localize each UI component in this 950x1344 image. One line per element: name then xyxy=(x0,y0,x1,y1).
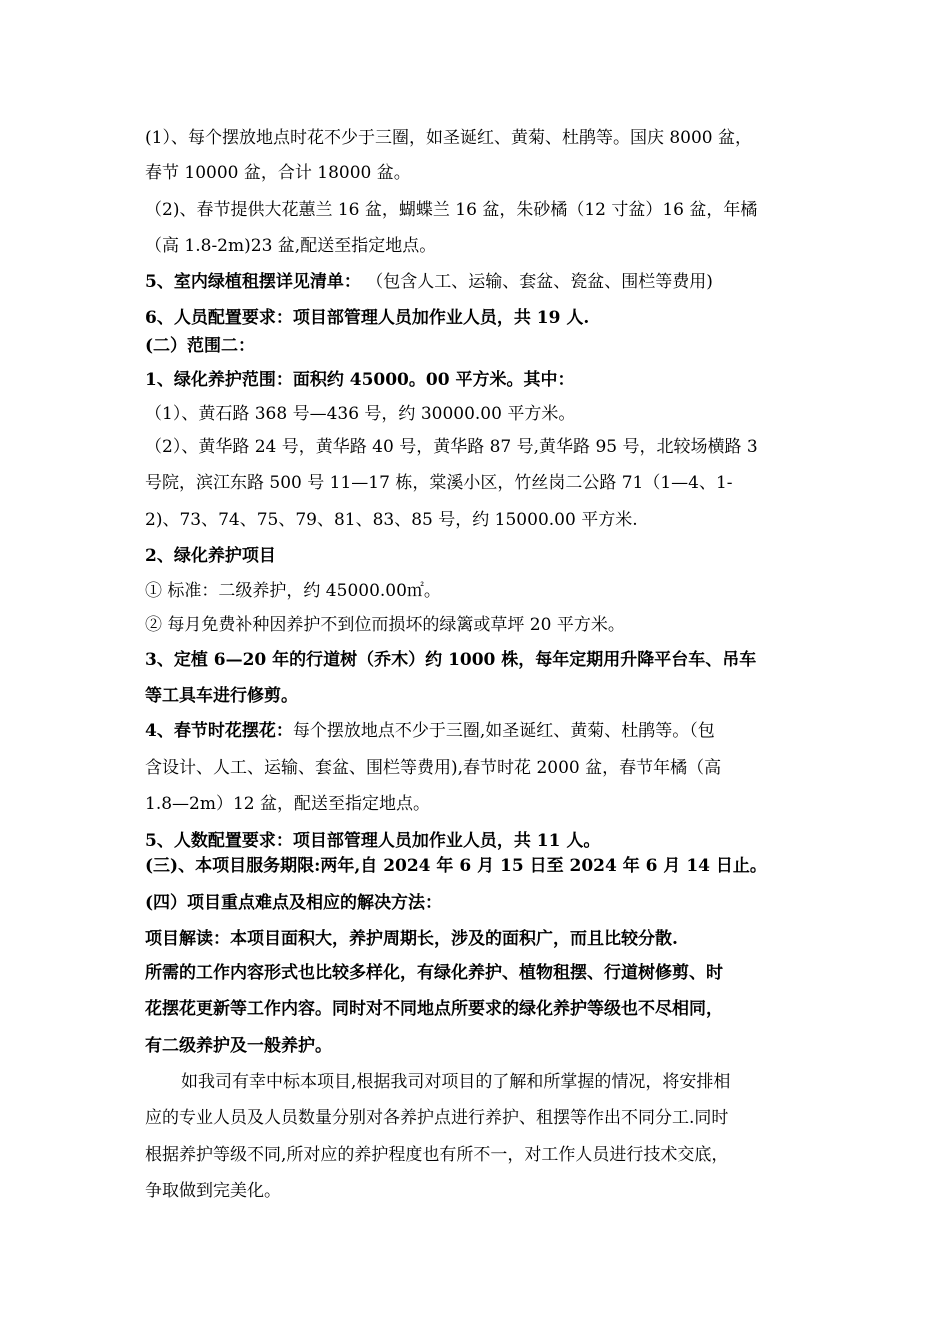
text-line: （2）、黄华路 24 号，黄华路 40 号，黄华路 87 号,黄华路 95 号，北较场横路 3 xyxy=(145,437,758,457)
text-line: （2)、春节提供大花蕙兰 16 盆，蝴蝶兰 16 盆，朱砂橘（12 寸盆）16 盆，年橘 xyxy=(145,200,758,220)
section-heading: 有二级养护及一般养护。 xyxy=(145,1036,332,1056)
text-line xyxy=(145,721,715,741)
text-line xyxy=(145,272,713,292)
text-run: 每个摆放地点不少于三圈,如圣诞红、黄菊、杜鹃等。（包 xyxy=(292,721,715,741)
text-line: 2)、73、74、75、79、81、83、85 号，约 15000.00 平方米. xyxy=(145,510,638,530)
text-line: （高 1.8-2m)23 盆,配送至指定地点。 xyxy=(145,236,437,256)
heading-label: 4、春节时花摆花： xyxy=(145,721,293,741)
section-heading: 5、人数配置要求：项目部管理人员加作业人员，共 11 人。 xyxy=(145,831,601,851)
section-heading: 6、人员配置要求：项目部管理人员加作业人员，共 19 人. xyxy=(145,308,590,328)
section-heading: (三)、本项目服务期限:两年,自 2024 年 6 月 15 日至 2024 年 6 月 14 日止。 xyxy=(145,856,767,876)
section-heading: 花摆花更新等工作内容。同时对不同地点所要求的绿化养护等级也不尽相同， xyxy=(145,999,723,1019)
section-heading: (四）项目重点难点及相应的解决方法： xyxy=(145,893,443,913)
section-heading: 1、绿化养护范围：面积约 45000。00 平方米。其中： xyxy=(145,370,575,390)
section-heading: 项目解读：本项目面积大，养护周期长，涉及的面积广，而且比较分散. xyxy=(145,929,678,949)
text-line: 号院，滨江东路 500 号 11—17 栋，棠溪小区，竹丝岗二公路 71（1—4、1- xyxy=(145,473,733,493)
section-heading: 3、定植 6—20 年的行道树（乔木）约 1000 株，每年定期用升降平台车、吊车 xyxy=(145,650,757,670)
text-line: 1.8—2m）12 盆，配送至指定地点。 xyxy=(145,794,431,814)
section-heading: 2、绿化养护项目 xyxy=(145,546,276,566)
section-heading: (二）范围二： xyxy=(145,336,256,356)
text-line: (1）、每个摆放地点时花不少于三圈，如圣诞红、黄菊、杜鹃等。国庆 8000 盆， xyxy=(145,128,753,148)
text-line: 应的专业人员及人员数量分别对各养护点进行养护、租摆等作出不同分工.同时 xyxy=(145,1108,729,1128)
text-line: （1）、黄石路 368 号—436 号，约 30000.00 平方米。 xyxy=(145,404,576,424)
section-heading: 等工具车进行修剪。 xyxy=(145,686,298,706)
section-heading: 所需的工作内容形式也比较多样化，有绿化养护、植物租摆、行道树修剪、时 xyxy=(145,963,723,983)
heading-label: 5、室内绿植租摆详见清单： xyxy=(145,272,361,292)
paragraph-first-line: 如我司有幸中标本项目,根据我司对项目的了解和所掌握的情况，将安排相 xyxy=(181,1072,731,1092)
text-line: 含设计、人工、运输、套盆、围栏等费用),春节时花 2000 盆，春节年橘（高 xyxy=(145,758,722,778)
text-line: ① 标准：二级养护，约 45000.00㎡。 xyxy=(145,581,441,601)
text-line: 争取做到完美化。 xyxy=(145,1181,281,1201)
text-line: 根据养护等级不同,所对应的养护程度也有所不一，对工作人员进行技术交底， xyxy=(145,1145,729,1165)
text-run: （包含人工、运输、套盆、瓷盆、围栏等费用) xyxy=(360,272,713,292)
text-line: ② 每月免费补种因养护不到位而损坏的绿篱或草坪 20 平方米。 xyxy=(145,615,625,635)
text-line: 春节 10000 盆，合计 18000 盆。 xyxy=(145,163,411,183)
